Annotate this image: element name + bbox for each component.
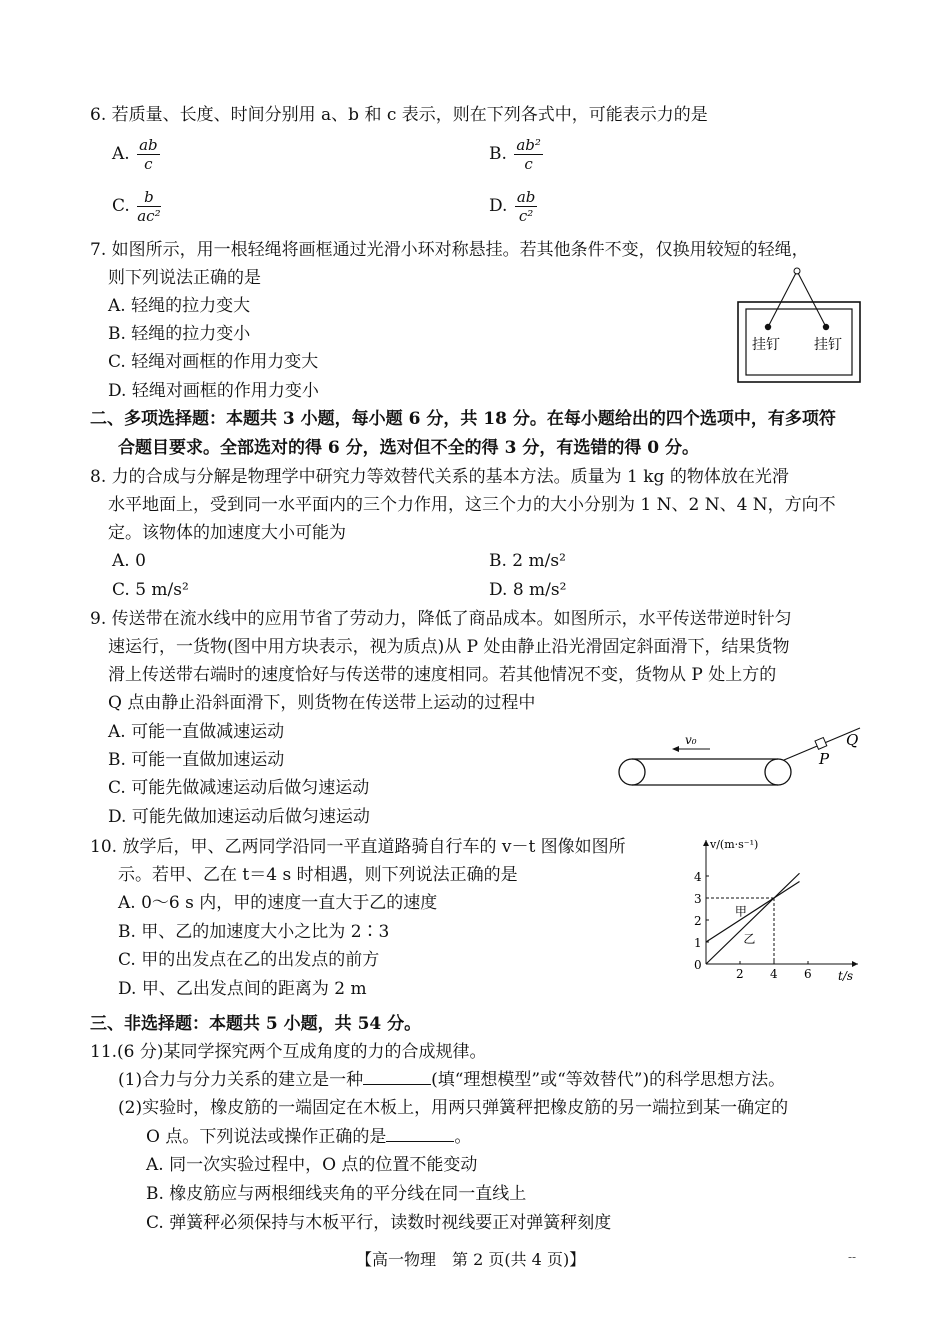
q11-option-b: B. 橡皮筋应与两根细线夹角的平分线在同一直线上: [146, 1184, 527, 1204]
q6-option-c: [112, 188, 161, 225]
x-tick-label-6: 6: [804, 967, 812, 981]
q7-stem-line1: 7. 如图所示，用一根轻绳将画框通过光滑小环对称悬挂。若其他条件不变，仅换用较短的轻绳，: [90, 240, 809, 260]
rope-right: [798, 273, 826, 327]
q9-stem-line3: 滑上传送带右端时的速度恰好与传送带的速度相同。若其他情况不变，货物从 P 处上方的: [108, 665, 777, 685]
q9-stem-line4: Q 点由静止沿斜面滑下，则货物在传送带上运动的过程中: [108, 693, 536, 713]
q10-stem-line2: 示。若甲、乙在 t＝4 s 时相遇，则下列说法正确的是: [118, 865, 518, 885]
q9-option-c: C. 可能先做减速运动后做匀速运动: [108, 778, 370, 798]
nail-right-dot: [823, 324, 829, 330]
q8-stem-line2: 水平地面上，受到同一水平面内的三个力作用，这三个力的大小分别为 1 N、2 N、4 N，方向不: [108, 495, 836, 515]
v0-label: v₀: [685, 733, 697, 747]
x-tick-label-2: 2: [736, 967, 744, 981]
q7-option-d: D. 轻绳对画框的作用力变小: [108, 381, 319, 401]
q10-stem-line1: 10. 放学后，甲、乙两同学沿同一平直道路骑自行车的 v－t 图像如图所: [90, 837, 626, 857]
q6-a-label: A.: [112, 144, 130, 164]
x-tick-label-4: 4: [770, 967, 778, 981]
q9-option-b: B. 可能一直做加速运动: [108, 750, 285, 770]
q11-part1: [118, 1066, 785, 1095]
q11-part2-blank[interactable]: [386, 1127, 454, 1142]
y-tick-label-0: 0: [694, 958, 702, 972]
q9-stem-line2: 速运行，一货物(图中用方块表示，视为质点)从 P 处由静止沿光滑固定斜面滑下，结果货物: [108, 637, 790, 657]
q11-part2-line2: [146, 1123, 471, 1152]
series-label-yi: 乙: [743, 932, 756, 947]
q8-option-b: B. 2 m/s²: [489, 551, 566, 571]
q8-stem-line3: 定。该物体的加速度大小可能为: [108, 523, 346, 543]
cargo-block: [815, 737, 827, 749]
q6-b-label: B.: [489, 144, 507, 164]
q7-option-c: C. 轻绳对画框的作用力变大: [108, 352, 319, 372]
y-tick-label-2: 2: [694, 914, 702, 928]
section2-heading-line2: 合题目要求。全部选对的得 6 分，选对但不全的得 3 分，有选错的得 0 分。: [118, 438, 699, 458]
q11-option-a: A. 同一次实验过程中，O 点的位置不能变动: [146, 1155, 478, 1175]
q10-option-c: C. 甲的出发点在乙的出发点的前方: [118, 950, 380, 970]
q6-stem: 6. 若质量、长度、时间分别用 a、b 和 c 表示，则在下列各式中，可能表示力的是: [90, 105, 708, 125]
page-footer: 【高一物理 第 2 页(共 4 页)】: [356, 1250, 586, 1269]
q9-option-d: D. 可能先做加速运动后做匀速运动: [108, 807, 370, 827]
q11-part2-text: O 点。下列说法或操作正确的是: [146, 1127, 387, 1147]
q10-option-b: B. 甲、乙的加速度大小之比为 2∶3: [118, 922, 390, 942]
rope-left: [768, 273, 796, 327]
y-tick-label-1: 1: [694, 936, 702, 950]
q6-d-label: D.: [489, 196, 508, 216]
conveyor-belt-figure: [610, 718, 870, 798]
point-q-label: Q: [846, 731, 859, 749]
q6-c-fraction: $\frac{b}{\text{ac²}}$: [137, 188, 161, 225]
point-p-label: P: [819, 750, 830, 768]
q10-option-a: A. 0～6 s 内，甲的速度一直大于乙的速度: [118, 893, 438, 913]
q10-option-d: D. 甲、乙出发点间的距离为 2 m: [118, 979, 367, 999]
q6-b-fraction: $\frac{\text{ab²}}{c}$: [516, 136, 541, 173]
q11-part1-text: (1)合力与分力关系的建立是一种: [118, 1070, 364, 1090]
left-pulley: [619, 759, 645, 785]
q6-a-fraction: $\frac{ab}{c}$: [139, 136, 158, 173]
q11-part1-text-after: (填“理想模型”或“等效替代”)的科学思想方法。: [431, 1070, 786, 1090]
q11-part2-text-after: 。: [454, 1127, 472, 1147]
q8-option-a: A. 0: [112, 551, 146, 571]
y-tick-label-3: 3: [694, 892, 702, 906]
q9-option-a: A. 可能一直做减速运动: [108, 722, 285, 742]
picture-frame-figure: [730, 262, 865, 387]
series-label-jia: 甲: [734, 904, 747, 919]
q6-option-b: [489, 136, 543, 173]
series-line-yi: [706, 873, 800, 964]
nail-left-dot: [765, 324, 771, 330]
nail-left-label: 挂钉: [752, 337, 780, 353]
q8-stem-line1: 8. 力的合成与分解是物理学中研究力等效替代关系的基本方法。质量为 1 kg 的物体放在光滑: [90, 467, 789, 487]
y-axis-label: v/(m·s⁻¹): [710, 838, 759, 851]
smooth-ring: [794, 268, 800, 274]
q11-stem: 11.(6 分)某同学探究两个互成角度的力的合成规律。: [90, 1042, 487, 1062]
q8-option-c: C. 5 m/s²: [112, 580, 189, 600]
x-axis-label: t/s: [838, 969, 854, 983]
q7-stem-line2: 则下列说法正确的是: [108, 268, 261, 288]
q6-c-label: C.: [112, 196, 130, 216]
q7-option-a: A. 轻绳的拉力变大: [108, 296, 251, 316]
q8-option-d: D. 8 m/s²: [489, 580, 567, 600]
q6-option-d: [489, 188, 537, 225]
section3-heading: 三、非选择题：本题共 5 小题，共 54 分。: [90, 1014, 422, 1034]
q7-option-b: B. 轻绳的拉力变小: [108, 324, 251, 344]
q9-stem-line1: 9. 传送带在流水线中的应用节省了劳动力，降低了商品成本。如图所示，水平传送带逆时针匀: [90, 609, 792, 629]
vt-chart: [688, 832, 868, 992]
page-mark: --: [848, 1250, 857, 1264]
y-tick-label-4: 4: [694, 870, 702, 884]
section2-heading-line1: 二、多项选择题：本题共 3 小题，每小题 6 分，共 18 分。在每小题给出的四个选项中，有多项符: [90, 409, 836, 429]
q11-part2-line1: (2)实验时，橡皮筋的一端固定在木板上，用两只弹簧秤把橡皮筋的另一端拉到某一确定的: [118, 1098, 789, 1118]
q11-option-c: C. 弹簧秤必须保持与木板平行，读数时视线要正对弹簧秤刻度: [146, 1213, 612, 1233]
right-pulley: [765, 759, 791, 785]
nail-right-label: 挂钉: [814, 337, 842, 353]
velocity-arrowhead: [672, 746, 679, 752]
q6-option-a: [112, 136, 160, 173]
q6-d-fraction: $\frac{ab}{\text{c²}}$: [516, 188, 536, 225]
q11-part1-blank[interactable]: [363, 1070, 431, 1085]
